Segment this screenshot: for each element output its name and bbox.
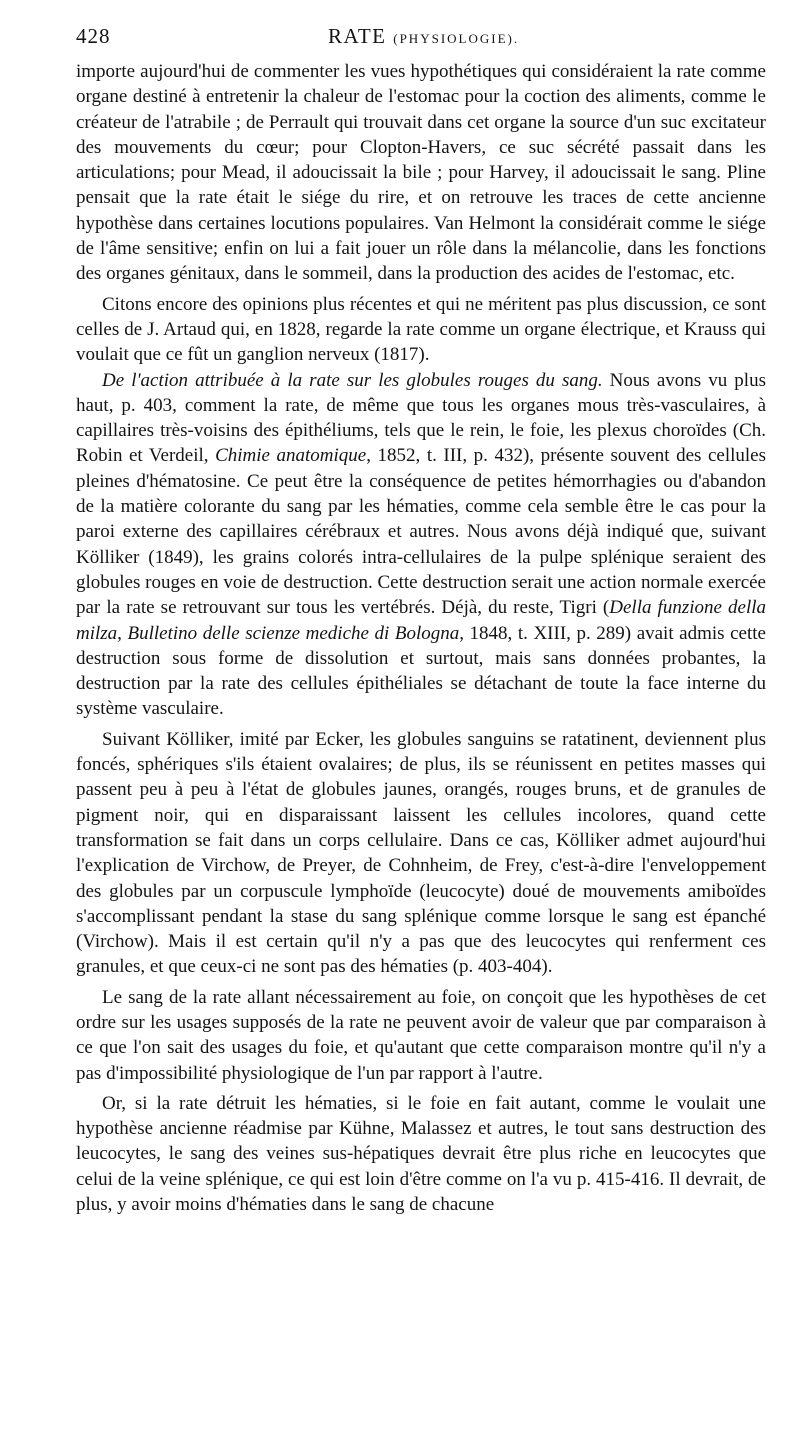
section-heading: De l'action attribuée à la rate sur les globules rouges du sang.	[102, 369, 603, 391]
citation-title: Chimie anatomique	[215, 445, 367, 467]
page-number: 428	[76, 24, 111, 48]
paragraph-section	[76, 368, 766, 722]
citation-title: Della funzione della milza, Bulletino delle scienze mediche di Bologna	[76, 597, 767, 644]
paragraph: Suivant Kölliker, imité par Ecker, les globules sanguins se ratatinent, deviennent plus foncés, sphériques s'ils étaient ovalaires; de plus, ils se réunissent en petites masses qui passent peu à peu à l'état de globules jaunes, orangés, rouges bruns, et de granules de pigment noir, qui en disparaissant laissent les cellules incolores, quand cette transformation se fait dans un corps cellulaire. Dans ce cas, Kölliker admet aujourd'hui l'explication de Virchow, de Preyer, de Cohnheim, de Frey, c'est-à-dire l'enveloppement des globules par un corpuscule lymphoïde (leucocyte) doué de mouvements amiboïdes s'accomplissant pendant la stase du sang splénique comme lorsque le sang est épanché (Virchow). Mais il est certain qu'il n'y a pas que des leucocytes qui renferment ces granules, et que ceux-ci ne sont pas des hématies (p. 403-404).	[76, 728, 766, 978]
paragraph: Or, si la rate détruit les hématies, si le foie en fait autant, comme le voulait une hypothèse ancienne réadmise par Kühne, Malassez et autres, le tout sans destruction des leucocytes, le sang des veines sus-hépatiques devrait être plus riche en leucocytes que celui de la veine splénique, ce qui est loin d'être comme on l'a vu p. 415-416. Il devrait, de plus, y avoir moins d'hématies dans le sang de chacune	[76, 1092, 766, 1216]
running-title-sub: (PHYSIOLOGIE).	[393, 31, 520, 46]
paragraph-continued: importe aujourd'hui de commenter les vues hypothétiques qui considéraient la rate comme organe destiné à entretenir la chaleur de l'estomac pour la coction des aliments, comme le créateur de l'atrabile ; de Perrault qui trouvait dans cet organe la source d'un suc excitateur des mouvements du cœur; pour Clopton-Havers, ce suc sécrété passait dans les articulations; pour Mead, il adoucissait la bile ; pour Harvey, il adoucissait le sang. Pline pensait que la rate était le siége du rire, et on retrouve les traces de cette ancienne hypothèse dans certaines locutions populaires. Van Helmont la considérait comme le siége de l'âme sensitive; enfin on lui a fait jouer un rôle dans la mélancolie, dans les fonctions des organes génitaux, dans le sommeil, dans la production des acides de l'estomac, etc.	[76, 61, 766, 285]
body-text	[76, 59, 766, 1217]
running-title	[328, 24, 519, 49]
paragraph-text: , 1848, t. XIII, p. 289) avait admis cette destruction sous forme de dissolution et surtout, mais sans données probantes, la destruction par la rate des cellules épithéliales se détachant de toute la face interne du système vasculaire.	[76, 622, 766, 720]
running-title-main: RATE	[328, 24, 387, 48]
paragraph: Citons encore des opinions plus récentes et qui ne méritent pas plus discussion, ce sont celles de J. Artaud qui, en 1828, regarde la rate comme un organe électrique, et Krauss qui voulait que ce fût un ganglion nerveux (1817).	[76, 293, 766, 366]
running-header	[76, 24, 764, 54]
paragraph-text: Nous avons vu plus haut, p. 403, comment la rate, de même que tous les organes mous très-vasculaires, à capillaires très-voisins des épithéliums, tels que le rein, le foie, les plexus choroïdes (Ch. Robin et Verdeil,	[76, 369, 766, 467]
paragraph-text: , 1852, t. III, p. 432), présente souvent des cellules pleines d'hématosine. Ce peut être la conséquence de petites hémorrhagies ou d'abandon de la matière colorante du sang par les hématies, comme cela semble être le cas pour la paroi externe des capillaires cérébraux et autres. Nous avons déjà indiqué que, suivant Kölliker (1849), les grains colorés intra-cellulaires de la pulpe splénique seraient des globules rouges en voie de destruction. Cette destruction serait une action normale exercée par la rate se retrouvant sur tous les vertébrés. Déjà, du reste, Tigri (	[76, 445, 766, 619]
paragraph: Le sang de la rate allant nécessairement au foie, on conçoit que les hypothèses de cet ordre sur les usages supposés de la rate ne peuvent avoir de valeur que par comparaison à ce que l'on sait des usages du foie, et qu'autant que cette comparaison montre qu'il n'y a pas d'impossibilité physiologique de l'un par rapport à l'autre.	[76, 986, 766, 1084]
